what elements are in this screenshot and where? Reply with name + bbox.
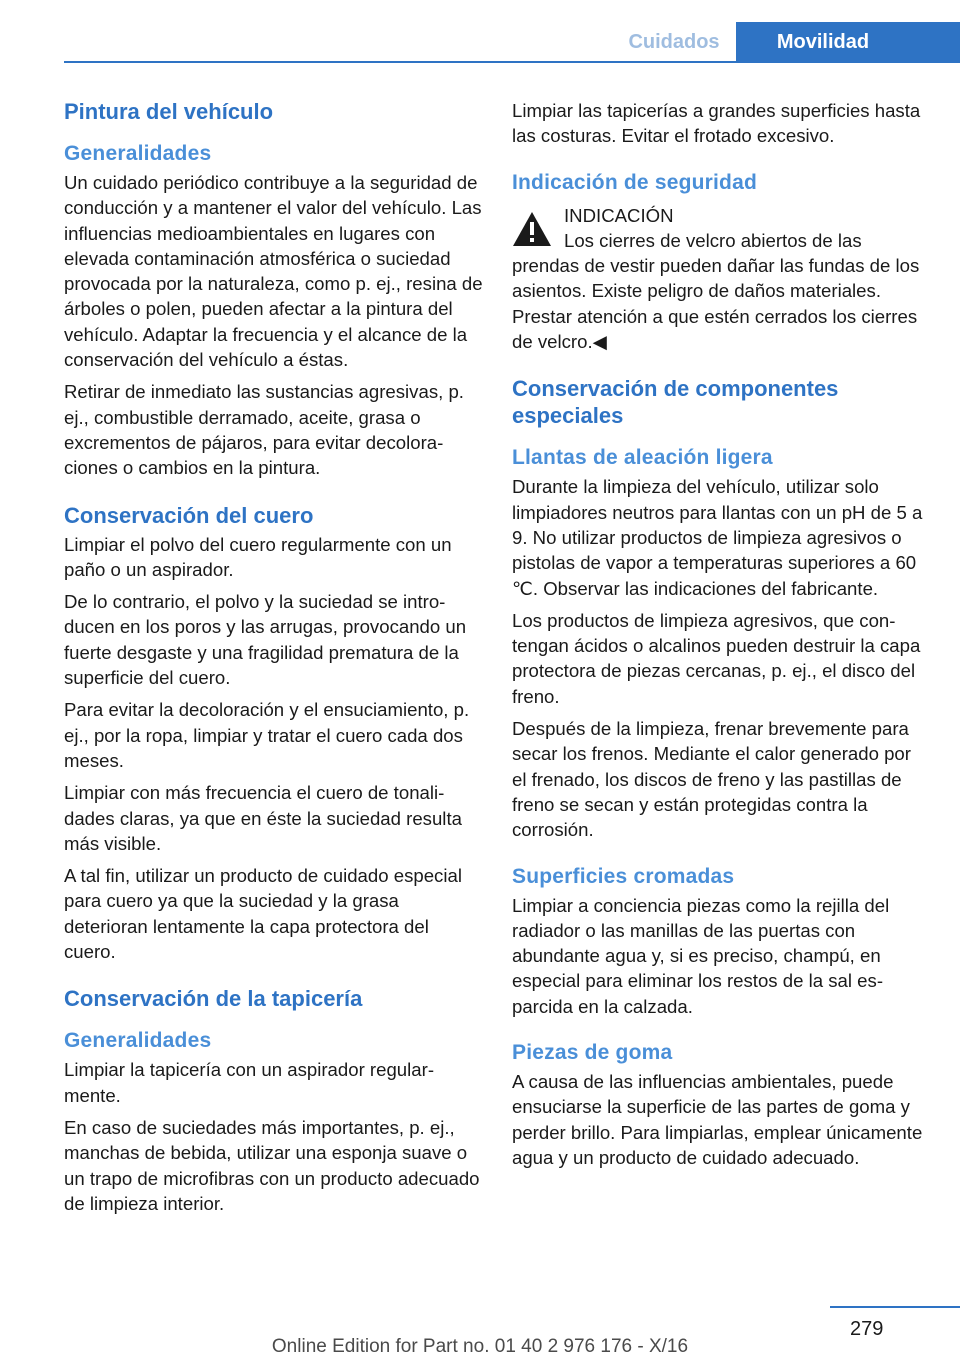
paragraph: Limpiar las tapicerías a grandes superficies hasta las costuras. Evitar el frotado excesivo. <box>512 100 921 147</box>
heading-pintura: Pintura del vehículo <box>64 99 274 124</box>
paragraph: Limpiar a conciencia piezas como la rejilla del radiador o las manillas de las puertas con abundante agua y, si es preciso, champú, en especial para eliminar los restos de la sal esparcida en la calzada. <box>512 894 890 1017</box>
warning-text: prendas de vestir pueden dañar las fundas de los asientos. Existe peligro de daños materiales. Prestar atención a que estén cerrados los cierres de velcro.◀ <box>512 255 920 353</box>
paragraph: Los productos de limpieza agresivos, que contengan ácidos o alcalinos pueden destruir la capa protectora de piezas cercanas, p. ej., el disco del freno. <box>512 609 921 707</box>
heading-cromadas: Superficies cromadas <box>512 864 735 888</box>
heading-seguridad: Indicación de seguridad <box>512 170 757 194</box>
warning-title: INDICACIÓN <box>564 204 674 226</box>
heading-generalidades: Generalidades <box>64 1029 212 1053</box>
paragraph: Limpiar la tapicería con un aspirador regularmente. <box>64 1059 435 1106</box>
heading-componentes: Conservación de componentes especiales <box>512 376 839 429</box>
heading-tapiceria: Conservación de la tapicería <box>64 986 363 1012</box>
tab-cuidados[interactable]: Cuidados <box>628 30 720 53</box>
heading-llantas: Llantas de aleación ligera <box>512 446 773 470</box>
paragraph: Para evitar la decoloración y el ensuciamiento, p. ej., por la ropa, limpiar y tratar el cuero cada dos meses. <box>64 699 470 771</box>
warning-first-line: Los cierres de velcro abiertos de las <box>564 229 862 251</box>
page-header <box>0 0 960 62</box>
paragraph: Limpiar el polvo del cuero regularmente con un paño o un aspirador. <box>64 533 452 580</box>
heading-generalidades: Generalidades <box>64 142 212 165</box>
paragraph: Retirar de inmediato las sustancias agresivas, p. ej., combustible derramado, aceite, grasa o excrementos de pájaros, para evitar decoloraciones o cambios en la pintura. <box>64 381 464 479</box>
heading-cuero: Conservación del cuero <box>64 502 314 528</box>
left-column <box>64 98 484 1216</box>
tab-movilidad[interactable]: Movilidad <box>736 22 960 62</box>
paragraph: Un cuidado periódico contribuye a la seguridad de conducción y a mantener el valor del vehículo. Las influencias medioambientales en lugares con elevada contaminación atmosférica o suciedad provocada por la naturaleza, como p. ej., resina de árboles o polen, pueden afectar a la pintura del vehículo. Adaptar la frecuencia y el alcance de la conservación del vehículo a éstas. <box>64 172 483 371</box>
paragraph: Durante la limpieza del vehículo, utilizar solo limpiadores neutros para llantas con un pH de 5 a 9. No utilizar productos de limpieza agresivos o pistolas de vapor a temperaturas superiores a 60 ℃. Observar las indicaciones del fabricante. <box>512 476 923 599</box>
header-divider <box>64 61 960 63</box>
heading-goma: Piezas de goma <box>512 1041 673 1065</box>
paragraph: A tal fin, utilizar un producto de cuidado especial para cuero ya que la suciedad y la grasa deterioran lentamente la capa protectora del cuero. <box>64 865 462 963</box>
paragraph: En caso de suciedades más importantes, p. ej., manchas de bebida, utilizar una esponja suave o un trapo de microfibras con un producto adecuado de limpieza interior. <box>64 1116 480 1214</box>
right-column <box>512 98 930 1170</box>
warning-triangle-icon <box>512 211 552 247</box>
page-number: 279 <box>850 1318 884 1340</box>
paragraph: Limpiar con más frecuencia el cuero de tonalidades claras, ya que en éste la suciedad resulta más visible. <box>64 782 462 854</box>
paragraph: Después de la limpieza, frenar brevemente para secar los frenos. Mediante el calor generado por el frenado, los discos de freno y las pastillas de freno se secan y están protegidas contra la corrosión. <box>512 718 911 841</box>
paragraph: A causa de las influencias ambientales, puede ensuciarse la superficie de las partes de goma y perder brillo. Para limpiarlas, emplear únicamente agua y un producto de cuidado adecuado. <box>512 1071 923 1168</box>
footer-divider <box>830 1306 960 1308</box>
paragraph: De lo contrario, el polvo y la suciedad se introducen en los poros y las arrugas, provocando un fuerte desgaste y una fragilidad prematura de la superficie del cuero. <box>64 591 467 689</box>
safety-warning <box>512 203 930 254</box>
edition-footer: Online Edition for Part no. 01 40 2 976 176 - X/16 <box>271 1336 689 1357</box>
